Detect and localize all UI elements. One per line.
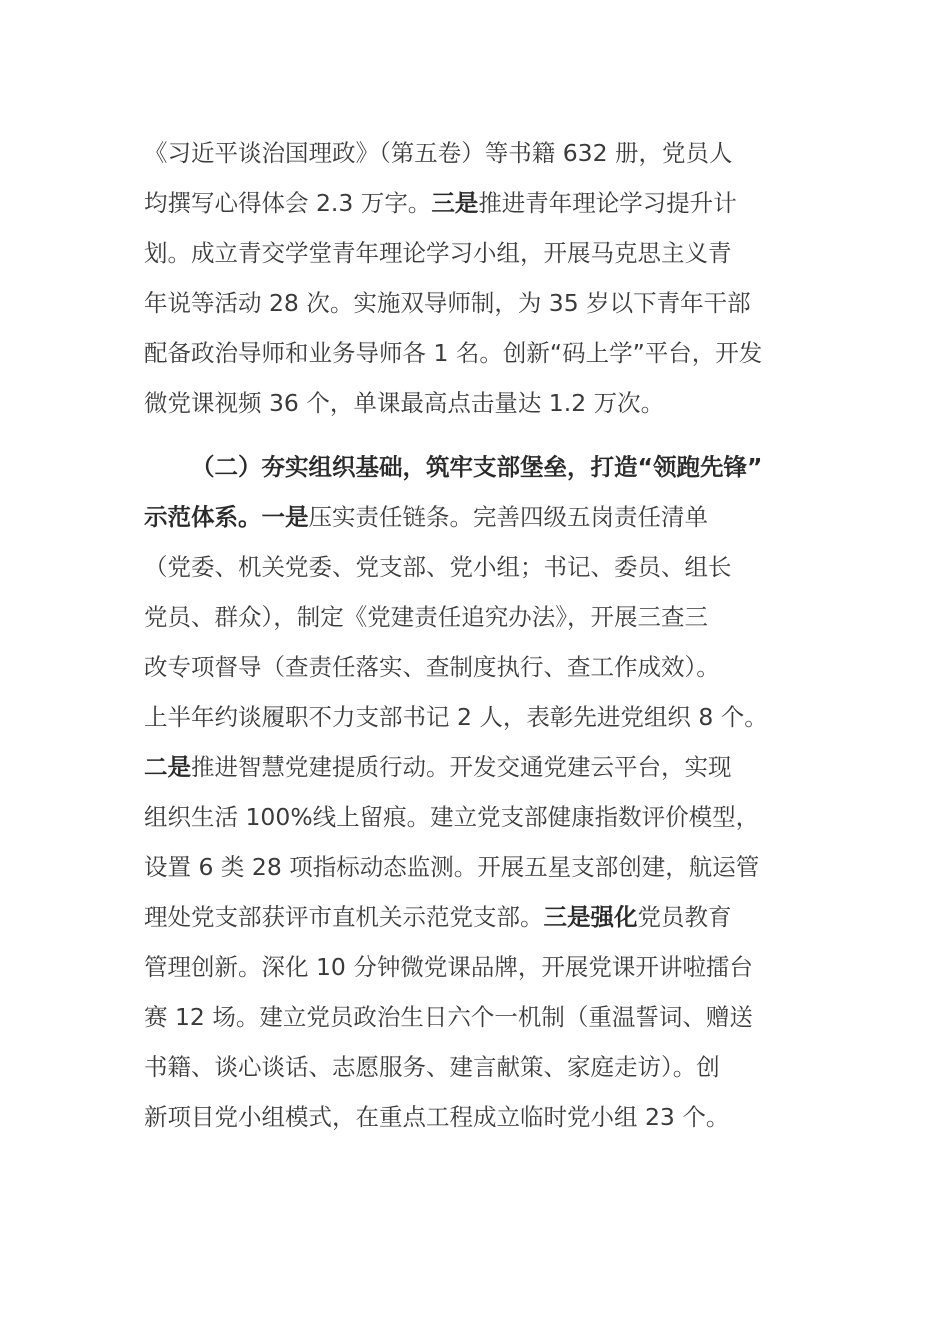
text-line: 示范体系。一是压实责任链条。完善四级五岗责任清单 [144,503,708,531]
text-line: 设置 6 类 28 项指标动态监测。开展五星支部创建，航运管 [144,853,760,881]
text-line: 管理创新。深化 10 分钟微党课品牌，开展党课开讲啦擂台 [144,953,753,981]
paragraph-2 [144,442,834,1142]
text-line: 书籍、谈心谈话、志愿服务、建言献策、家庭走访）。创 [144,1053,720,1081]
text-line: 均撰写心得体会 2.3 万字。三是推进青年理论学习提升计 [144,189,737,217]
text-line: 新项目党小组模式，在重点工程成立临时党小组 23 个。 [144,1103,730,1131]
document-body [144,128,834,1142]
text-line: （党委、机关党委、党支部、党小组；书记、委员、组长 [144,553,732,581]
text-line: 上半年约谈履职不力支部书记 2 人，表彰先进党组织 8 个。 [144,703,768,731]
text-line: 组织生活 100%线上留痕。建立党支部健康指数评价模型， [144,803,760,831]
text-line: 配备政治导师和业务导师各 1 名。创新“码上学”平台，开发 [144,339,763,367]
emphasis-text: 示范体系。一是 [144,503,309,531]
text-line: 改专项督导（查责任落实、查制度执行、查工作成效）。 [144,653,720,681]
emphasis-text: 二是 [144,753,191,781]
emphasis-text: 三是强化 [543,903,638,931]
section-heading: （二）夯实组织基础，筑牢支部堡垒，打造“领跑先锋” [191,453,763,481]
text-line: 理处党支部获评市直机关示范党支部。三是强化党员教育 [144,903,732,931]
emphasis-text: 三是 [431,189,479,217]
text-line: 微党课视频 36 个，单课最高点击量达 1.2 万次。 [144,389,665,417]
text-line: 赛 12 场。建立党员政治生日六个一机制（重温誓词、赠送 [144,1003,753,1031]
text-line: 《习近平谈治国理政》（第五卷）等书籍 632 册，党员人 [144,139,733,167]
text-line: 年说等活动 28 次。实施双导师制，为 35 岁以下青年干部 [144,289,751,317]
text-line: 党员、群众），制定《党建责任追究办法》，开展三查三 [144,603,708,631]
text-line: 二是推进智慧党建提质行动。开发交通党建云平台，实现 [144,753,732,781]
text-line: 划。成立青交学堂青年理论学习小组，开展马克思主义青 [144,239,732,267]
paragraph-1 [144,128,834,428]
paragraph-spacing [144,428,834,442]
